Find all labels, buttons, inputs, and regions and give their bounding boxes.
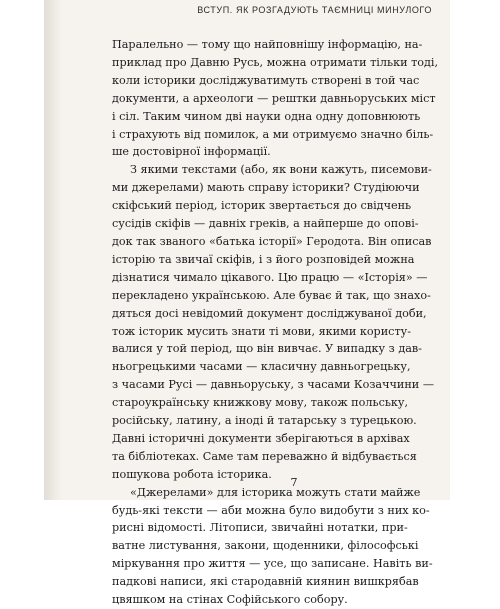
text-line: російську, латину, а іноді й татарську з турецькою. xyxy=(112,414,417,428)
text-line: староукраїнську книжкову мову, також польську, xyxy=(112,396,409,410)
text-line: падкові написи, які стародавній киянин вишкрябав xyxy=(112,575,419,589)
text-line: З якими текстами (або, як вони кажуть, писемови- xyxy=(130,163,432,177)
book-page xyxy=(44,0,450,607)
text-line: перекладено українською. Але буває й так, що знахо- xyxy=(112,288,431,302)
text-line: будь-які тексти — аби можна було видобути з них ко- xyxy=(112,503,430,517)
text-line: Давні історичні документи зберігаються в архівах xyxy=(112,431,410,445)
running-head: ВСТУП. ЯК РОЗГАДУЮТЬ ТАЄМНИЦІ МИНУЛОГО xyxy=(197,5,432,15)
text-line: та бібліотеках. Саме там переважно й відбувається xyxy=(112,449,417,463)
text-line: і сіл. Таким чином дві науки одна одну доповнюють xyxy=(112,109,421,123)
text-line: дізнатися чимало цікавого. Цю працю — «Історія» — xyxy=(112,270,428,284)
text-line: історію та звичаї скіфів, і з його розповідей можна xyxy=(112,252,415,266)
text-line: і страхують від помилок, а ми отримуємо значно біль- xyxy=(112,127,434,141)
text-line: тож історик мусить знати ті мови, якими користу- xyxy=(112,324,411,338)
text-line: ше достовірної інформації. xyxy=(112,145,271,159)
text-line: валися у той період, що він вивчає. У випадку з дав- xyxy=(112,342,422,356)
text-line: сусідів скіфів — давніх греків, а найперше до опові- xyxy=(112,217,419,231)
text-line: пошукова робота історика. xyxy=(112,467,272,481)
text-line: ватне листування, закони, щоденники, філософські xyxy=(112,539,419,553)
text-line: ми джерелами) мають справу історики? Студіюючи xyxy=(112,181,420,195)
text-line: рисні відомості. Літописи, звичайні нотатки, при- xyxy=(112,521,408,535)
text-line: міркування про життя — усе, що записане. Навіть ви- xyxy=(112,557,433,571)
text-line: цвяшком на стінах Софійського собору. xyxy=(112,593,348,607)
text-line: скіфський період, історик звертається до свідчень xyxy=(112,199,412,213)
body-text xyxy=(112,36,439,609)
text-line: коли історики досліджуватимуть створені в той час xyxy=(112,73,420,87)
text-line: приклад про Давню Русь, можна отримати тільки тоді, xyxy=(112,55,439,69)
text-line: док так званого «батька історії» Геродота. Він описав xyxy=(112,234,432,248)
text-line: ньогрецькими часами — класичну давньогрецьку, xyxy=(112,360,411,374)
text-line: «Джерелами» для історика можуть стати майже xyxy=(130,485,421,499)
text-line: документи, а археологи — рештки давньоруських міст xyxy=(112,91,436,105)
text-line: дяться досі невідомий документ досліджуваної доби, xyxy=(112,306,427,320)
text-line: з часами Русі — давньоруську, з часами Козаччини — xyxy=(112,378,435,392)
page-number: 7 xyxy=(290,476,298,489)
text-line: Паралельно — тому що найповнішу інформацію, на- xyxy=(112,38,423,51)
